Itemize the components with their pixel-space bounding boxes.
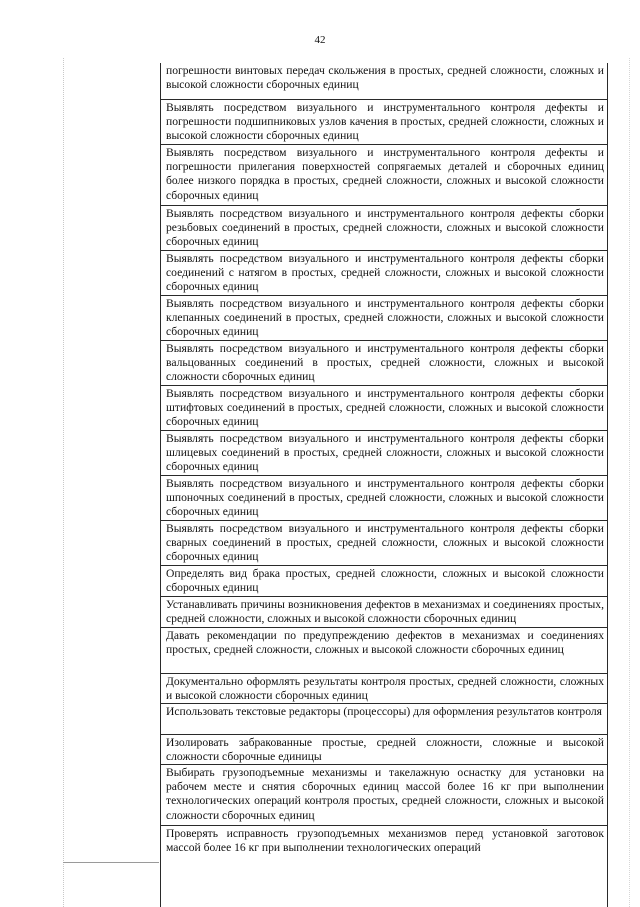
table-row: Выявлять посредством визуального и инструментального контроля дефекты сборки штифтовых соединений в простых, средней сложности, сложных и высокой сложности сборочных единиц <box>161 385 607 430</box>
table-row: Выявлять посредством визуального и инструментального контроля дефекты сборки резьбовых соединений в простых, средней сложности, сложных и высокой сложности сборочных единиц <box>161 205 607 250</box>
bottom-left-line <box>63 862 159 863</box>
page-number: 42 <box>314 34 326 46</box>
table-row: Выявлять посредством визуального и инструментального контроля дефекты сборки шлицевых соединений в простых, средней сложности, сложных и высокой сложности сборочных единиц <box>161 430 607 475</box>
right-scan-line <box>629 58 630 907</box>
table-row: Определять вид брака простых, средней сложности, сложных и высокой сложности сборочных единиц <box>161 565 607 596</box>
table-row: Проверять исправность грузоподъемных механизмов перед установкой заготовок массой более 16 кг при выполнении технологических операций <box>161 825 607 885</box>
table-row: Выявлять посредством визуального и инструментального контроля дефекты сборки клепанных соединений в простых, средней сложности, сложных и высокой сложности сборочных единиц <box>161 295 607 340</box>
table-row: Выявлять посредством визуального и инструментального контроля дефекты и погрешности прилегания поверхностей сопрягаемых деталей и сборочных единиц более низкого порядка в простых, средней сложности, сложных и высокой сложности сборочных единиц <box>161 144 607 205</box>
table-row: погрешности винтовых передач скольжения в простых, средней сложности, сложных и высокой сложности сборочных единиц <box>166 64 604 92</box>
table-row: Выявлять посредством визуального и инструментального контроля дефекты и погрешности подшипниковых узлов качения в простых, средней сложности, сложных и высокой сложности сборочных единиц <box>161 99 607 144</box>
table-row: Документально оформлять результаты контроля простых, средней сложности, сложных и высокой сложности сборочных единиц <box>161 673 607 703</box>
table-row: Выявлять посредством визуального и инструментального контроля дефекты сборки вальцованных соединений в простых, средней сложности, сложных и высокой сложности сборочных единиц <box>161 340 607 385</box>
table-row: Давать рекомендации по предупреждению дефектов в механизмах и соединениях простых, средней сложности, сложных и высокой сложности сборочных единиц <box>161 627 607 673</box>
table-row: Выявлять посредством визуального и инструментального контроля дефекты сборки шпоночных соединений в простых, средней сложности, сложных и высокой сложности сборочных единиц <box>161 475 607 520</box>
table-row: Использовать текстовые редакторы (процессоры) для оформления результатов контроля <box>161 703 607 734</box>
table-row: Выявлять посредством визуального и инструментального контроля дефекты сборки соединений с натягом в простых, средней сложности, сложных и высокой сложности сборочных единиц <box>161 250 607 295</box>
skills-table <box>160 63 608 907</box>
table-row: Выявлять посредством визуального и инструментального контроля дефекты сборки сварных соединений в простых, средней сложности, сложных и высокой сложности сборочных единиц <box>161 520 607 565</box>
table-row: Изолировать забракованные простые, средней сложности, сложные и высокой сложности сборочные единицы <box>161 734 607 764</box>
table-row: Устанавливать причины возникновения дефектов в механизмах и соединениях простых, средней сложности, сложных и высокой сложности сборочных единиц <box>161 596 607 627</box>
table-row: Выбирать грузоподъемные механизмы и такелажную оснастку для установки на рабочем месте и снятия сборочных единиц массой более 16 кг при выполнении технологических операций контроля простых, средней сложности, сложных и высокой сложности сборочных единиц <box>161 764 607 825</box>
left-margin-line <box>63 58 64 907</box>
